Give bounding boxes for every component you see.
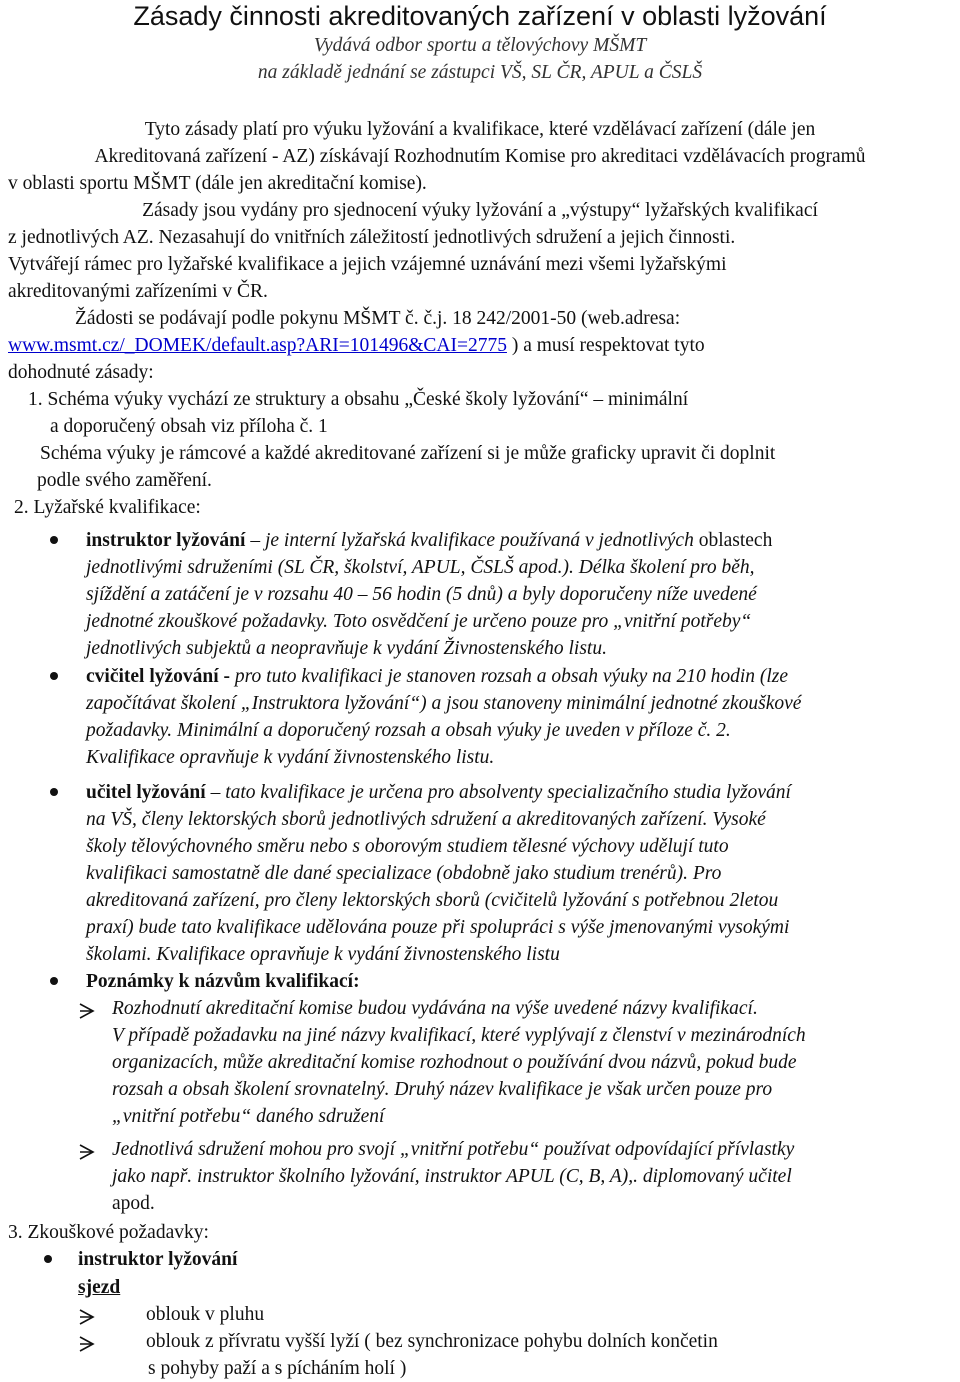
qualification-name: cvičitel lyžování - [86, 666, 231, 687]
subsection-heading: sjezd [78, 1277, 121, 1298]
note-line: apod. [112, 1193, 155, 1214]
bullet-icon [50, 977, 58, 985]
note-line: jako např. instruktor školního lyžování, instruktor APUL (C, B, A),. diplomovaný učitel [112, 1166, 792, 1187]
bullet-icon [50, 536, 58, 544]
bullet-line: požadavky. Minimální a doporučený rozsah a obsah výuky je uveden v příloze č. 2. [86, 720, 731, 741]
note-line: Jednotlivá sdružení mohou pro svojí „vnitřní potřebu“ používat odpovídající přívlastky [112, 1139, 795, 1160]
bullet-line: praxí) bude tato kvalifikace udělována pouze při spolupráci s výše jmenovanými vysokými [86, 917, 790, 938]
intro-line: z jednotlivých AZ. Nezasahují do vnitřních záležitostí jednotlivých sdružení a jejich činnosti. [8, 227, 736, 248]
intro-line-tail: ) a musí respektovat tyto [506, 335, 705, 356]
bullet-line: Kvalifikace opravňuje k vydání živnostenského listu. [86, 747, 495, 768]
intro-line: v oblasti sportu MŠMT (dále jen akreditační komise). [8, 173, 427, 194]
section1-line: 1. Schéma výuky vychází ze struktury a obsahu „České školy lyžování“ – minimální [28, 389, 689, 410]
bullet-line: školy tělovýchovného směru nebo s oborovým studiem tělesné výchovy udělují tuto [86, 836, 729, 857]
bullet-line: instruktor lyžování – je interní lyžařská kvalifikace používaná v jednotlivých oblastech [86, 530, 773, 551]
note-line: „vnitřní potřebu“ daného sdružení [112, 1106, 385, 1127]
bullet-line: učitel lyžování – tato kvalifikace je určena pro absolventy specializačního studia lyžování [86, 782, 791, 803]
document-subtitle-basis: na základě jednání se zástupci VŠ, SL ČR, APUL a ČSLŠ [257, 62, 703, 83]
exam-item: s pohyby paží a s pícháním holí ) [148, 1358, 407, 1379]
section1-line: podle svého zaměření. [37, 470, 212, 491]
qualification-name: instruktor lyžování [78, 1249, 238, 1270]
section1-line: Schéma výuky je rámcové a každé akreditované zařízení si je může graficky upravit či doplnit [40, 443, 776, 464]
note-line: rozsah a obsah školení srovnatelný. Druhý název kvalifikace je však určen pouze pro [112, 1079, 773, 1100]
bullet-line: jednotlivými sdruženími (SL ČR, školství, APUL, ČSLŠ apod.). Délka školení pro běh, [86, 557, 755, 578]
bullet-line: sjíždění a zatáčení je v rozsahu 40 – 56 hodin (5 dnů) a byly doporučeny níže uvedené [86, 584, 757, 605]
bullet-line: školami. Kvalifikace opravňuje k vydání živnostenského listu [86, 944, 560, 965]
bullet-line: jednotné zkouškové požadavky. Toto osvědčení je určeno pouze pro „vnitřní potřeby“ [86, 611, 752, 632]
section2-heading: 2. Lyžařské kvalifikace: [14, 497, 201, 518]
exam-item: oblouk z přívratu vyšší lyží ( bez synchronizace pohybu dolních končetin [146, 1331, 718, 1352]
intro-line: dohodnuté zásady: [8, 362, 154, 383]
section3-heading: 3. Zkouškové požadavky: [8, 1222, 209, 1243]
msmt-web-link[interactable]: www.msmt.cz/_DOMEK/default.asp?ARI=101496&CAI=2775 [8, 335, 507, 356]
intro-line: Žádosti se podávají podle pokynu MŠMT č. č.j. 18 242/2001-50 (web.adresa: [75, 308, 681, 329]
document-subtitle-issuer: Vydává odbor sportu a tělovýchovy MŠMT [313, 35, 647, 56]
bullet-icon [44, 1255, 52, 1263]
qualification-name: instruktor lyžování [86, 530, 246, 551]
note-line: organizacích, může akreditační komise rozhodnout o používání dvou názvů, pokud bude [112, 1052, 797, 1073]
bullet-line: kvalifikaci samostatně dle dané specializace (obdobně jako studium trenérů). Pro [86, 863, 722, 884]
bullet-icon [50, 672, 58, 680]
bullet-line: započítávat školení „Instruktora lyžování“) a jsou stanoveny minimální jednotné zkouškové [86, 693, 802, 714]
exam-item: oblouk v pluhu [146, 1304, 265, 1325]
intro-line: Zásady jsou vydány pro sjednocení výuky lyžování a „výstupy“ lyžařských kvalifikací [142, 200, 818, 221]
bullet-line: jednotlivých subjektů a neopravňuje k vydání Živnostenského listu. [86, 638, 607, 659]
bullet-line: akreditovaná zařízení, pro členy lektorských sborů (cvičitelů lyžování s potřebnou 2letou [86, 890, 779, 911]
intro-line: akreditovanými zařízeními v ČR. [8, 281, 268, 302]
bullet-icon [50, 788, 58, 796]
intro-line: Tyto zásady platí pro výuku lyžování a kvalifikace, které vzdělávací zařízení (dále jen [144, 119, 816, 140]
intro-line: Akreditovaná zařízení - AZ) získávají Rozhodnutím Komise pro akreditaci vzdělávacích programů [94, 146, 866, 167]
note-line: Rozhodnutí akreditační komise budou vydávána na výše uvedené názvy kvalifikací. [112, 998, 758, 1019]
intro-line: Vytvářejí rámec pro lyžařské kvalifikace a jejich vzájemné uznávání mezi všemi lyžařskými [8, 254, 727, 275]
notes-heading: Poznámky k názvům kvalifikací: [86, 971, 360, 992]
bullet-line: cvičitel lyžování - pro tuto kvalifikaci je stanoven rozsah a obsah výuky na 210 hodin (lze [86, 666, 789, 687]
document-title: Zásady činnosti akreditovaných zařízení v oblasti lyžování [133, 1, 827, 31]
intro-line-with-link [8, 332, 705, 359]
note-line: V případě požadavku na jiné názvy kvalifikací, které vyplývají z členství v mezinárodních [112, 1025, 806, 1046]
bullet-line: na VŠ, členy lektorských sborů jednotlivých sdružení a akreditovaných zařízení. Vysoké [86, 809, 766, 830]
section1-line: a doporučený obsah viz příloha č. 1 [50, 416, 328, 437]
qualification-name: učitel lyžování [86, 782, 206, 803]
